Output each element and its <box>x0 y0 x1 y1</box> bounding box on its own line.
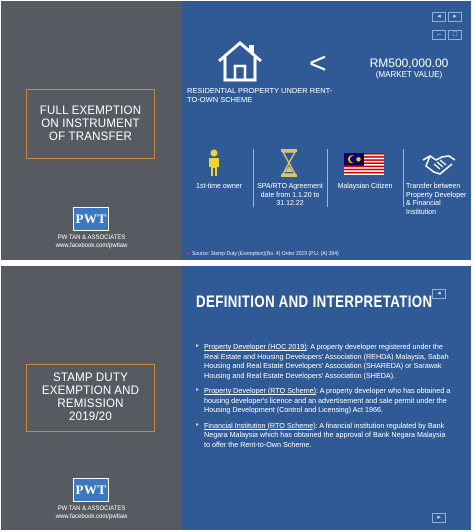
criteria-transfer: Transfer between Property Developer & Financial Institution <box>406 183 467 216</box>
slide-nav-icons-bottom[interactable] <box>431 506 465 524</box>
definition-text: : A financial institution regulated by Bank Negara Malaysia which has obtained the approval of Bank Negara Malaysia to offer the Rent-to-Own Scheme. <box>204 420 446 449</box>
definition-list <box>196 342 451 455</box>
minimize-icon[interactable]: – <box>432 30 446 40</box>
definition-term: Property Developer (HOC 2019) <box>204 342 307 351</box>
less-than-symbol: < <box>309 47 327 80</box>
slide1-title-line: OF TRANSFER <box>48 130 133 143</box>
criteria-first-time-owner: 1st-time owner <box>196 183 242 190</box>
pwt-logo-mark: PWT <box>73 478 109 502</box>
slide1-title-line: ON INSTRUMENT <box>41 117 140 130</box>
slide-definition <box>1 266 471 530</box>
source-text: Source: Stamp Duty (Exemption)(No. 4) Order 2019 (P.U. (A) 394) <box>192 251 339 257</box>
firm-name: PW TAN & ASSOCIATES <box>57 235 126 241</box>
slide2-title <box>26 364 155 432</box>
hourglass-icon <box>280 149 298 177</box>
definition-term: Property Developer (RTO Scheme) <box>204 386 316 395</box>
definition-text: : A property developer registered under the Real Estate and Housing Developers' Association (REHDA) Malaysia, Sabah Housing and Real Estate Developers' Association (SHAREDA) or Sarawak Housing and Real Estate Developers' Association (SHEDA). <box>204 342 449 380</box>
list-item <box>196 342 451 380</box>
slide1-title <box>26 89 155 159</box>
property-type: RESIDENTIAL PROPERTY UNDER RENT-TO-OWN SCHEME <box>187 86 333 104</box>
house-icon <box>215 39 265 83</box>
criteria-malaysian-citizen: Malaysian Citizen <box>337 183 393 190</box>
firm-name: PW TAN & ASSOCIATES <box>57 506 126 512</box>
definition-text: : A property developer who has obtained a housing developer's licence and an advertisement and sale permit under the Housing Development (Control and Licensing) Act 1966. <box>204 386 451 414</box>
bullet-marker: ▸ <box>187 251 191 257</box>
expand-icon[interactable]: □ <box>448 30 462 40</box>
definition-heading: DEFINITION AND INTERPRETATION <box>196 292 433 311</box>
slide2-title-line: STAMP DUTY <box>52 372 129 384</box>
prev-slide-icon[interactable]: ◂ <box>432 289 446 299</box>
slide-nav-icons[interactable] <box>431 282 465 300</box>
source-note <box>187 250 339 257</box>
slide2-title-line: REMISSION <box>57 398 124 410</box>
next-slide-icon[interactable]: ▸ <box>432 513 446 523</box>
malaysia-flag-icon <box>344 153 384 175</box>
definition-term: Financial Institution (RTO Scheme) <box>204 420 316 430</box>
price-threshold: RM500,000.00 <box>369 56 449 70</box>
pwt-logo <box>56 207 126 231</box>
firm-info <box>1 505 182 521</box>
list-item <box>196 386 451 415</box>
slide1-title-line: FULL EXEMPTION <box>39 104 142 117</box>
slide-nav-icons[interactable] <box>431 5 465 41</box>
slide2-title-line: EXEMPTION AND <box>41 385 140 397</box>
next-slide-icon[interactable]: ▸ <box>448 12 462 22</box>
firm-url: www.facebook.com/pwtlaw <box>55 243 128 249</box>
handshake-icon <box>422 152 456 176</box>
person-icon <box>206 149 222 177</box>
slide2-title-line: 2019/20 <box>69 411 112 423</box>
criteria-divider <box>253 149 254 207</box>
prev-slide-icon[interactable]: ◂ <box>432 12 446 22</box>
criteria-agreement-date: SPA/RTO Agreement date from 1.1.20 to 31.12.22 <box>257 183 323 207</box>
pwt-logo <box>56 478 126 502</box>
firm-url: www.facebook.com/pwtlaw <box>55 514 128 520</box>
pwt-logo-mark: PWT <box>73 207 109 231</box>
price-subtitle: (MARKET VALUE) <box>375 70 443 79</box>
slide-full-exemption <box>1 1 471 260</box>
criteria-divider <box>327 149 328 207</box>
list-item <box>196 421 451 450</box>
firm-info <box>1 234 182 250</box>
